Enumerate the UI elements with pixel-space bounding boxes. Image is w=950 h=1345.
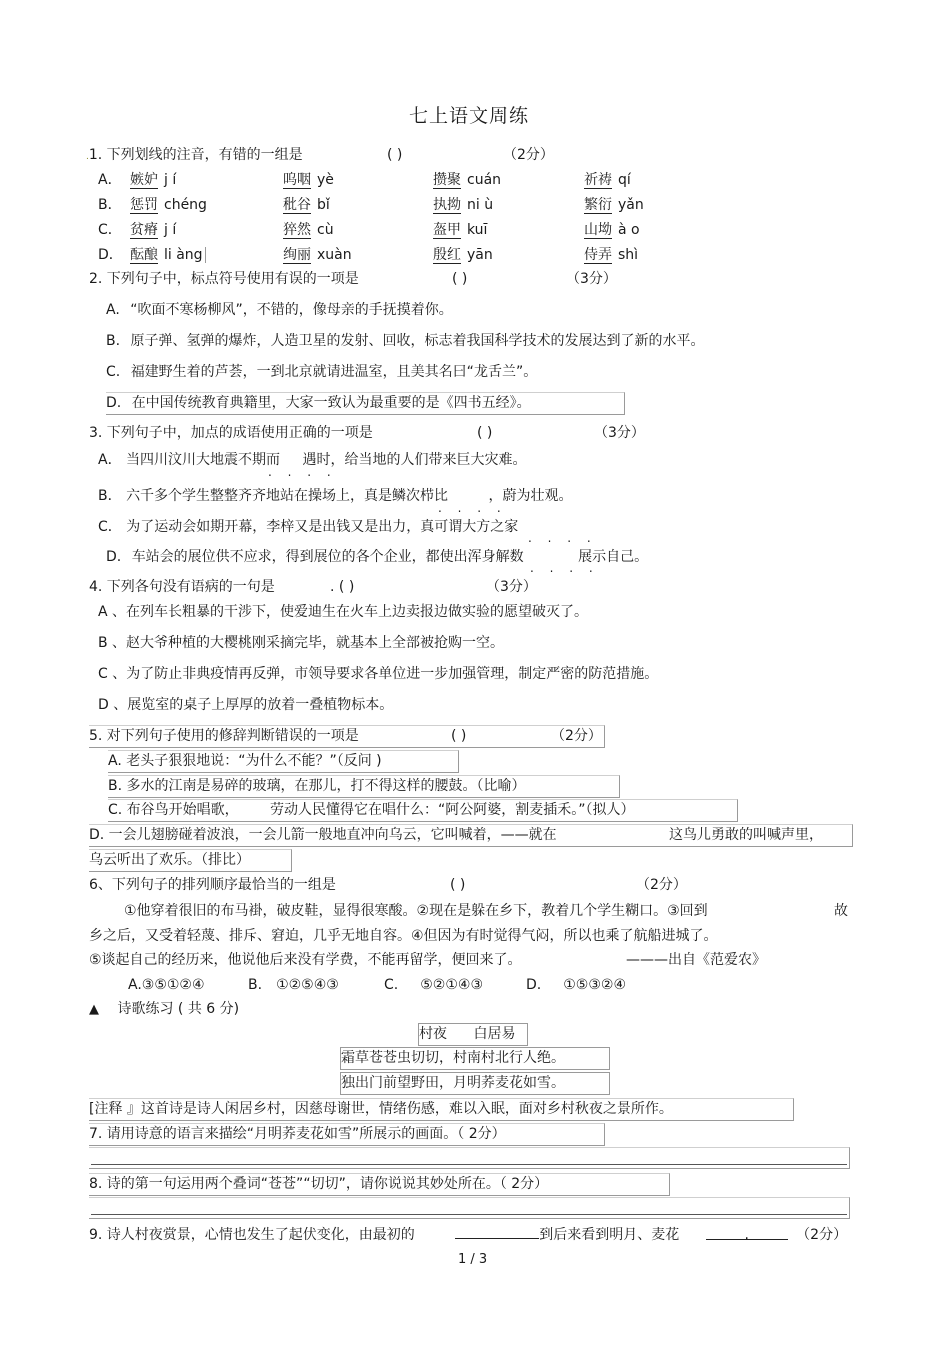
emphasis-dots: . . . .	[528, 531, 597, 545]
q5-stem-text: 5. 对下列句子使用的修辞判断错误的一项是	[89, 728, 359, 744]
q3-stem: 3. 下列句子中，加点的成语使用正确的一项是	[89, 425, 373, 441]
q5-option-c	[108, 799, 738, 822]
q1-word-item	[433, 220, 487, 240]
q1-word-item	[283, 245, 352, 265]
choice-text: ①②⑤④③	[276, 977, 339, 993]
q4-option-a: A 、在列车长粗暴的干涉下，使爱迪生在火车上边卖报边做实验的愿望破灭了。	[98, 604, 589, 620]
poem-section-heading	[89, 999, 239, 1020]
pinyin: j í	[164, 172, 177, 188]
q5-option-b: B. 多水的江南是易碎的玻璃，在那儿，打不得这样的腰鼓。（比喻）	[108, 775, 620, 798]
pinyin: ni ù	[467, 197, 494, 213]
q2-answer-paren: ( )	[452, 271, 468, 287]
q1-word-item	[130, 220, 176, 240]
pinyin: kuī	[467, 222, 488, 238]
option-label: D.	[106, 549, 122, 565]
poem-line-2: 独出门前望野田，月明荞麦花如雪。	[340, 1072, 610, 1095]
q7-stem: 7. 请用诗意的语言来描绘“月明荞麦花如雪”所展示的画面。（ 2分）	[89, 1123, 605, 1146]
emphasis-dots: . . . .	[438, 501, 507, 515]
q2-option-b	[106, 331, 705, 351]
underlined-word: 嫉妒	[130, 172, 158, 188]
q1-stem-text: 1. 下列划线的注音，有错的一组是	[88, 147, 303, 163]
underlined-word: 繁衍	[584, 197, 612, 213]
poem-author: 白居易	[473, 1026, 516, 1042]
q3-score: （3分）	[594, 425, 645, 441]
q1-option-label: D．	[98, 247, 123, 263]
q4-option-d: D 、展览室的桌子上厚厚的放着一叠植物标本。	[98, 697, 394, 713]
q5-score: （2分）	[551, 728, 602, 744]
q5-option-a: A. 老头子狠狠地说：“为什么不能？”（反问 )	[108, 750, 459, 773]
choice-text: ⑤②①④③	[420, 977, 483, 993]
pinyin: à o	[618, 222, 640, 238]
page-title: 七上语文周练	[409, 105, 530, 127]
option-text-tail: 这鸟儿勇敢的叫喊声里，	[669, 827, 823, 843]
option-label: D.	[106, 395, 122, 411]
q1-option-label: B．	[98, 197, 122, 213]
q4-score: （3分）	[486, 579, 537, 595]
q9-blank-1[interactable]	[455, 1224, 539, 1239]
emphasis-dots: . . . .	[268, 465, 337, 479]
poem-note: [注释 』这首诗是诗人闲居乡村，因慈母谢世，情绪伤感，难以入眠，面对乡村秋夜之景所作。	[89, 1098, 794, 1121]
option-text-tail: ，蔚为壮观。	[488, 488, 573, 504]
q1-word-item	[283, 220, 334, 240]
option-text: 福建野生着的芦荟，一到北京就请进温室，且美其名曰“龙舌兰”。	[130, 364, 538, 380]
q6-choice-c	[384, 975, 483, 995]
underlined-word: 殷红	[433, 247, 461, 263]
underlined-word: 酝酿	[130, 247, 158, 263]
q2-stem: 2. 下列句子中，标点符号使用有误的一项是	[89, 271, 359, 287]
q9-text-start: 9. 诗人村夜赏景，心情也发生了起伏变化，由最初的	[89, 1227, 415, 1243]
option-text-tail: 展示自己。	[578, 549, 649, 565]
q1-word-item	[283, 170, 334, 190]
choice-text: ①⑤③②④	[563, 977, 626, 993]
option-text-tail: 遇时，给当地的人们带来巨大灾难。	[302, 452, 527, 468]
q1-word-item	[584, 245, 638, 265]
underlined-word: 惩罚	[130, 197, 158, 213]
q1-word-item	[433, 195, 493, 215]
choice-label: C.	[384, 977, 399, 993]
q1-score: （2分）	[503, 147, 554, 163]
q3-option-c	[98, 517, 518, 537]
poem-line-1: 霜草苍苍虫切切，村南村北行人绝。	[340, 1047, 610, 1070]
q2-option-d	[106, 392, 625, 415]
option-text: 车站会的展位供不应求，得到展位的各个企业，都使出浑身解数	[131, 549, 524, 565]
q1-option-label: C．	[98, 222, 122, 238]
q9-text-mid: 到后来看到明月、麦花	[539, 1227, 680, 1243]
underlined-word: 祈祷	[584, 172, 612, 188]
pinyin: bǐ	[317, 197, 330, 213]
option-text: 在中国传统教育典籍里，大家一致认为最重要的是《四书五经》。	[131, 395, 531, 411]
underlined-word: 山坳	[584, 222, 612, 238]
q6-passage-line1: ①他穿着很旧的布马褂，破皮鞋，显得很寒酸。②现在是躲在乡下，教着几个学生糊口。③回到	[124, 903, 708, 919]
q6-choice-d	[526, 975, 626, 995]
q5-option-d	[89, 824, 853, 847]
underlined-word: 秕谷	[283, 197, 311, 213]
q4-answer-paren: . ( )	[330, 579, 355, 595]
q8-answer-area[interactable]	[89, 1197, 850, 1219]
q4-option-b: B 、赵大爷种植的大樱桃刚采摘完毕，就基本上全部被抢购一空。	[98, 635, 505, 651]
option-label: B.	[106, 333, 121, 349]
choice-label: D.	[526, 977, 542, 993]
poem-title: 村夜	[419, 1026, 447, 1042]
triangle-icon: ▲	[89, 1002, 99, 1017]
q1-word-item	[283, 195, 330, 215]
option-label: B．	[98, 488, 122, 504]
q5-answer-paren: ( )	[451, 728, 467, 744]
q6-choice-b	[248, 975, 339, 995]
q6-passage-line2: 乡之后，又受着轻蔑、排斥、窘迫，几乎无地自容。④但因为有时觉得气闷，所以也乘了航船进城了。	[89, 928, 718, 944]
option-text: D. 一会儿翅膀碰着波浪，一会儿箭一般地直冲向乌云，它叫喊着，——就在	[89, 827, 557, 843]
q3-answer-paren: ( )	[477, 425, 493, 441]
option-text-tail: 劳动人民懂得它在唱什么：“阿公阿婆，割麦插禾。”（拟人）	[270, 802, 635, 818]
q1-word-item	[584, 170, 631, 190]
q4-stem: 4. 下列各句没有语病的一句是	[89, 579, 275, 595]
q1-word-item	[433, 245, 493, 265]
option-label: A.	[106, 302, 120, 318]
pinyin: yǎn	[618, 197, 644, 213]
q6-answer-paren: ( )	[450, 877, 466, 893]
q7-answer-line	[91, 1164, 847, 1165]
pinyin: chéng	[164, 197, 207, 213]
underlined-word: 执拗	[433, 197, 461, 213]
q9-stem	[89, 1224, 847, 1245]
pinyin: li àng	[164, 247, 206, 263]
pinyin: qí	[618, 172, 631, 188]
underlined-word: 呜咽	[283, 172, 311, 188]
pinyin: shì	[618, 247, 639, 263]
q1-word-item	[130, 170, 176, 190]
q1-stem: .1. 下列划线的注音，有错的一组是	[86, 147, 303, 163]
emphasis-dots: . . . .	[530, 561, 599, 575]
q2-score: （3分）	[566, 271, 617, 287]
poem-section-text: 诗歌练习 ( 共 6 分)	[117, 1001, 240, 1017]
option-label: C.	[106, 364, 121, 380]
q2-option-a	[106, 300, 453, 320]
q1-word-item	[584, 195, 644, 215]
q9-blank-2[interactable]: .	[706, 1225, 788, 1240]
q6-score: （2分）	[636, 877, 687, 893]
pinyin: cuán	[467, 172, 502, 188]
q8-answer-line	[91, 1214, 847, 1215]
q5-option-d-cont: 乌云听出了欢乐。（排比）	[89, 849, 292, 872]
q8-stem: 8. 诗的第一句运用两个叠词“苍苍”“切切”，请你说说其妙处所在。（ 2分）	[89, 1173, 670, 1196]
q4-option-c: C 、为了防止非典疫情再反弹，市领导要求各单位进一步加强管理，制定严密的防范措施。	[98, 666, 659, 682]
pinyin: yè	[317, 172, 334, 188]
q2-option-c	[106, 362, 537, 382]
q1-word-item	[433, 170, 501, 190]
choice-text: ③⑤①②④	[141, 977, 205, 993]
q6-source: ———出自《范爱农》	[626, 952, 766, 968]
q6-choice-a	[128, 975, 205, 995]
q6-passage-line1-end: 故	[834, 903, 848, 919]
q9-score: （2分）	[796, 1227, 848, 1243]
pinyin: j í	[164, 222, 177, 238]
q7-answer-area[interactable]	[89, 1147, 850, 1169]
option-text: C. 布谷鸟开始唱歌，	[108, 802, 239, 818]
option-text: 六千多个学生整整齐齐地站在操场上，真是鳞次栉比	[126, 488, 449, 504]
option-text: “吹面不寒杨柳风”，不错的，像母亲的手抚摸着你。	[130, 302, 453, 318]
q6-stem: 6、下列句子的排列顺序最恰当的一组是	[89, 877, 336, 893]
option-text: 为了运动会如期开幕，李梓又是出钱又是出力，真可谓大方之家	[126, 519, 519, 535]
pinyin: cù	[317, 222, 334, 238]
q1-option-label: A．	[98, 172, 122, 188]
page-number: 1 / 3	[458, 1252, 488, 1267]
option-label: A．	[98, 452, 122, 468]
pinyin: yān	[467, 247, 493, 263]
q1-word-item	[584, 220, 640, 240]
choice-label: A.	[128, 977, 142, 993]
underlined-word: 攒聚	[433, 172, 461, 188]
underlined-word: 绚丽	[283, 247, 311, 263]
q6-passage-line3: ⑤谈起自己的经历来，他说他后来没有学费，不能再留学，便回来了。	[89, 952, 522, 968]
option-label: C．	[98, 519, 122, 535]
underlined-word: 贫瘠	[130, 222, 158, 238]
pinyin: xuàn	[317, 247, 352, 263]
option-text: 原子弹、氢弹的爆炸，人造卫星的发射、回收，标志着我国科学技术的发展达到了新的水平。	[130, 333, 705, 349]
choice-label: B.	[248, 977, 263, 993]
underlined-word: 盔甲	[433, 222, 461, 238]
q5-stem	[89, 725, 605, 748]
q1-word-item	[130, 245, 206, 265]
q1-answer-paren: ( )	[387, 147, 403, 163]
underlined-word: 侍弄	[584, 247, 612, 263]
option-text: 当四川汶川大地震不期而	[126, 452, 281, 468]
q1-word-item	[130, 195, 207, 215]
underlined-word: 猝然	[283, 222, 311, 238]
poem-title-box	[418, 1023, 528, 1046]
